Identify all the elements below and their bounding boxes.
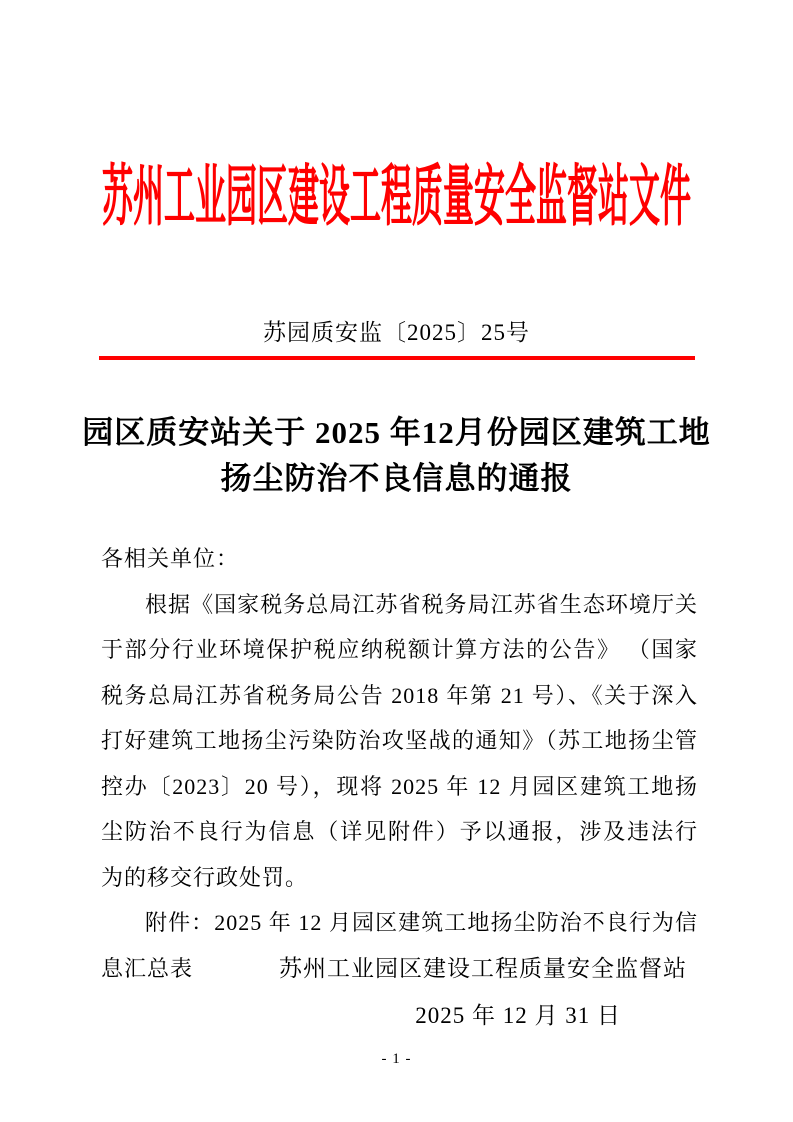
salutation: 各相关单位： [101, 546, 240, 571]
page-number: - 1 - [381, 1051, 412, 1067]
body-paragraph-1: 根据《国家税务总局江苏省税务局江苏省生态环境厅关于部分行业环境保护税应纳税额计算方法的公告》 （国家税务总局江苏省税务局公告 2018 年第 21 号）、《关于深入打好建筑工地扬尘污染防治攻坚战的通知》（苏工地扬尘管控办〔2023〕20 号），现将 2025 年 12 月园区建筑工地扬尘防治不良行为信息（详见附件）予以通报，涉及违法行为的移交行政处罚。 [101, 591, 698, 890]
signature-date: 2025 年 12 月 31 日 [415, 1003, 621, 1028]
body-paragraph-2: 附件：2025 年 12 月园区建筑工地扬尘防治不良行为信息汇总表 [101, 910, 698, 981]
signature-organization: 苏州工业园区建设工程质量安全监督站 [279, 956, 687, 981]
red-separator-line [99, 356, 695, 360]
document-number: 苏园质安监〔2025〕25号 [263, 320, 530, 345]
document-title-line-1: 园区质安站关于 2025 年12月份园区建筑工地 [82, 415, 711, 450]
document-title-line-2: 扬尘防治不良信息的通报 [220, 461, 573, 496]
document-title [0, 410, 793, 502]
document-body [101, 536, 698, 991]
document-header-org-title: 苏州工业园区建设工程质量安全监督站文件 [102, 158, 691, 235]
